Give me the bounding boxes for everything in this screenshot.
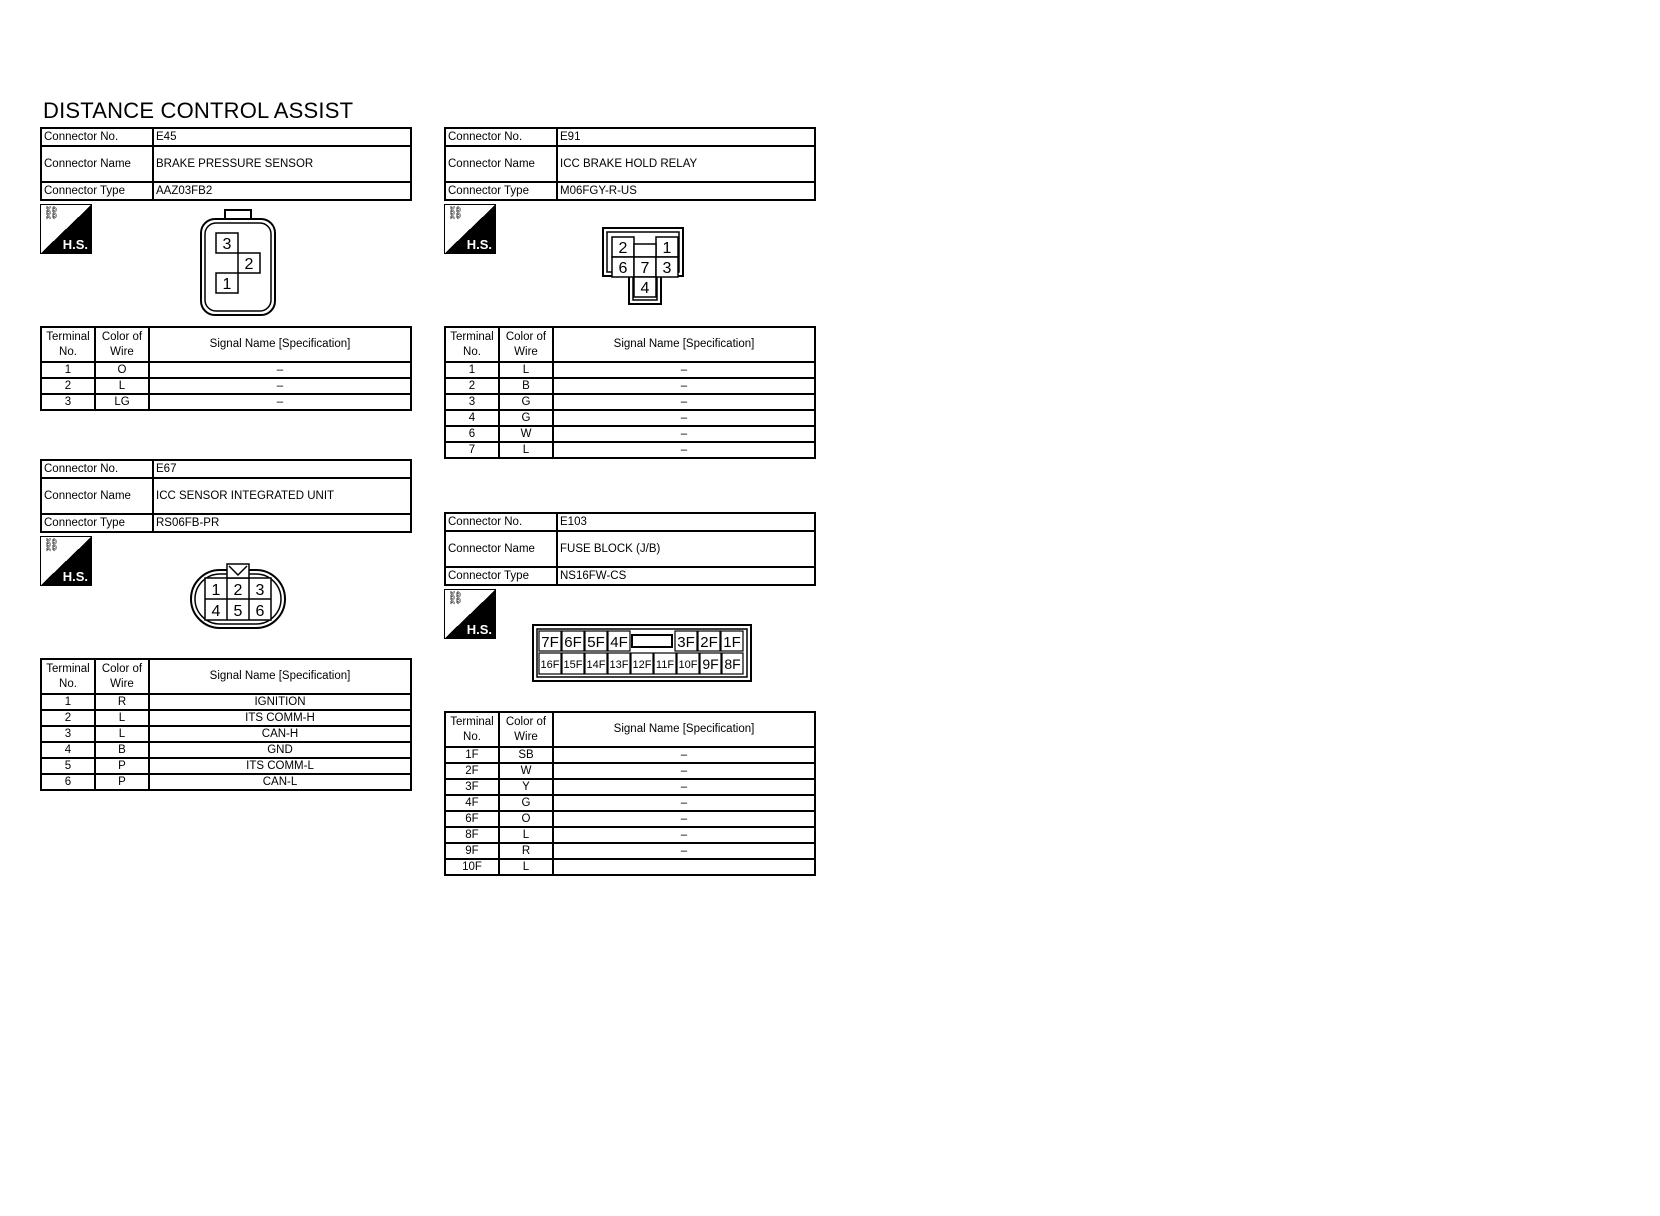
connector-name-value: ICC SENSOR INTEGRATED UNIT [153,478,411,514]
connector-no-value: E91 [557,128,815,146]
connector-name-label: Connector Name [41,478,153,514]
table-row [445,811,815,827]
hs-label: H.S. [62,237,88,252]
color-of-wire-header: Color of Wire [95,659,149,694]
connector-type-value: NS16FW-CS [557,567,815,585]
pin-label: 1 [222,276,232,293]
color-of-wire-header: Color of Wire [95,327,149,362]
pin-label: 3F [677,634,695,651]
hs-label: H.S. [62,569,88,584]
pin-label: 1 [211,582,221,599]
connector-info-table [40,459,412,533]
connector-no-value: E67 [153,460,411,478]
wire-color-cell: P [95,774,149,790]
harness-side-icon [444,589,496,639]
signal-cell: IGNITION [149,694,411,710]
connector-glyph-icon: ⛓ [43,205,60,220]
signal-cell: CAN-L [149,774,411,790]
pin-label: 4 [640,280,650,297]
terminal-cell: 3 [445,394,499,410]
signal-cell: – [553,843,815,859]
pin-label: 9F [702,656,719,672]
wire-color-cell: G [499,394,553,410]
terminal-cell: 1F [445,747,499,763]
pin-label: 2F [700,634,718,651]
table-row [445,442,815,458]
wire-color-cell: O [499,811,553,827]
table-row [445,362,815,378]
connector-diagram [40,533,412,658]
wire-color-cell: P [95,758,149,774]
signal-cell: – [553,426,815,442]
pin-label: 11F [655,659,675,671]
signal-cell: – [553,362,815,378]
signal-cell: GND [149,742,411,758]
connector-name-value: ICC BRAKE HOLD RELAY [557,146,815,182]
connector-e45 [40,127,412,411]
pin-label: 10F [678,659,698,671]
terminal-cell: 2F [445,763,499,779]
wire-color-cell: L [499,442,553,458]
connector-info-table [40,127,412,201]
signal-cell: ITS COMM-L [149,758,411,774]
hs-label: H.S. [466,237,492,252]
table-row [445,763,815,779]
connector-face-e67 [185,560,295,640]
table-row [41,394,411,410]
terminal-cell: 2 [41,710,95,726]
wire-color-cell: LG [95,394,149,410]
table-row [41,726,411,742]
signal-cell: – [553,779,815,795]
terminal-no-header: Terminal No. [41,327,95,362]
signal-name-header: Signal Name [Specification] [149,327,411,362]
signal-cell [553,859,815,875]
signal-cell: – [553,811,815,827]
table-row [445,795,815,811]
connector-name-label: Connector Name [41,146,153,182]
connector-name-label: Connector Name [445,531,557,567]
terminal-cell: 6 [445,426,499,442]
connector-face-e45 [195,208,285,320]
table-row [41,362,411,378]
terminal-cell: 8F [445,827,499,843]
terminal-cell: 1 [41,362,95,378]
connector-e103 [444,512,816,876]
terminal-cell: 2 [445,378,499,394]
connector-diagram [444,201,816,326]
pin-label: 13F [609,659,629,671]
terminal-cell: 4 [445,410,499,426]
signal-cell: – [553,747,815,763]
table-row [41,378,411,394]
connector-name-value: FUSE BLOCK (J/B) [557,531,815,567]
connector-face-e91 [599,224,691,310]
pin-label: 6 [255,603,265,620]
pin-label: 5F [587,634,605,651]
connector-type-label: Connector Type [445,182,557,200]
terminal-cell: 6 [41,774,95,790]
connector-info-table [444,127,816,201]
signal-cell: CAN-H [149,726,411,742]
pin-label: 1F [723,634,741,651]
pin-label: 5 [233,603,243,620]
signal-name-header: Signal Name [Specification] [553,712,815,747]
wire-color-cell: L [499,827,553,843]
terminal-cell: 5 [41,758,95,774]
wire-color-cell: G [499,795,553,811]
connector-e91 [444,127,816,459]
terminal-cell: 7 [445,442,499,458]
connector-face-e103 [531,623,755,685]
pin-label: 3 [662,260,672,277]
wire-color-cell: R [95,694,149,710]
signal-cell: – [553,827,815,843]
pin-label: 7 [640,260,650,277]
connector-type-value: AAZ03FB2 [153,182,411,200]
table-row [445,394,815,410]
connector-diagram [444,586,816,711]
terminal-cell: 2 [41,378,95,394]
harness-side-icon [444,204,496,254]
wire-color-cell: B [95,742,149,758]
connector-diagram [40,201,412,326]
hs-label: H.S. [466,622,492,637]
table-row [445,827,815,843]
wire-color-cell: SB [499,747,553,763]
terminal-table [40,658,412,791]
connector-info-table [444,512,816,586]
terminal-no-header: Terminal No. [445,327,499,362]
table-row [445,859,815,875]
pin-label: 6F [564,634,582,651]
table-row [445,779,815,795]
terminal-cell: 3 [41,726,95,742]
pin-label: 7F [541,634,559,651]
wire-color-cell: L [95,710,149,726]
terminal-cell: 4F [445,795,499,811]
terminal-cell: 9F [445,843,499,859]
pin-label: 2 [233,582,243,599]
table-row [445,410,815,426]
connector-type-value: RS06FB-PR [153,514,411,532]
color-of-wire-header: Color of Wire [499,327,553,362]
table-row [445,747,815,763]
signal-cell: – [553,763,815,779]
wire-color-cell: O [95,362,149,378]
pin-label: 12F [632,659,652,671]
connector-glyph-icon: ⛓ [447,590,464,605]
table-row [41,710,411,726]
terminal-cell: 3 [41,394,95,410]
wire-color-cell: L [95,726,149,742]
signal-cell: – [553,442,815,458]
table-row [445,426,815,442]
connector-type-label: Connector Type [41,514,153,532]
connector-glyph-icon: ⛓ [43,537,60,552]
color-of-wire-header: Color of Wire [499,712,553,747]
table-row [41,694,411,710]
connector-no-label: Connector No. [445,128,557,146]
terminal-cell: 1 [41,694,95,710]
signal-cell: – [149,394,411,410]
table-row [41,774,411,790]
signal-cell: – [553,378,815,394]
connector-name-value: BRAKE PRESSURE SENSOR [153,146,411,182]
wire-color-cell: L [95,378,149,394]
pin-label: 3 [255,582,265,599]
connector-type-label: Connector Type [445,567,557,585]
page-title: DISTANCE CONTROL ASSIST [43,98,354,123]
terminal-cell: 1 [445,362,499,378]
connector-no-label: Connector No. [445,513,557,531]
wire-color-cell: W [499,426,553,442]
table-row [445,378,815,394]
table-row [41,742,411,758]
connector-name-label: Connector Name [445,146,557,182]
terminal-cell: 3F [445,779,499,795]
signal-cell: – [553,795,815,811]
terminal-no-header: Terminal No. [41,659,95,694]
terminal-table [444,326,816,459]
pin-label: 6 [618,260,628,277]
pin-label: 4 [211,603,221,620]
signal-cell: – [149,378,411,394]
wire-color-cell: G [499,410,553,426]
pin-label: 16F [540,659,560,671]
pin-label: 14F [586,659,606,671]
harness-side-icon [40,204,92,254]
terminal-cell: 10F [445,859,499,875]
pin-label: 15F [563,659,583,671]
wire-color-cell: B [499,378,553,394]
wire-color-cell: W [499,763,553,779]
pin-label: 1 [662,240,672,257]
connector-no-value: E45 [153,128,411,146]
terminal-table [444,711,816,876]
pin-label: 2 [618,240,628,257]
connector-e67 [40,459,412,791]
terminal-no-header: Terminal No. [445,712,499,747]
signal-name-header: Signal Name [Specification] [553,327,815,362]
wire-color-cell: Y [499,779,553,795]
pin-label: 4F [610,634,628,651]
table-row [445,843,815,859]
table-row [41,758,411,774]
terminal-cell: 4 [41,742,95,758]
wire-color-cell: L [499,859,553,875]
connector-no-label: Connector No. [41,128,153,146]
pin-label: 8F [724,656,741,672]
terminal-table [40,326,412,411]
signal-cell: – [553,410,815,426]
connector-no-label: Connector No. [41,460,153,478]
terminal-cell: 6F [445,811,499,827]
wire-color-cell: R [499,843,553,859]
connector-type-label: Connector Type [41,182,153,200]
pin-label: 2 [244,256,254,273]
harness-side-icon [40,536,92,586]
signal-cell: – [149,362,411,378]
connector-type-value: M06FGY-R-US [557,182,815,200]
signal-cell: – [553,394,815,410]
wire-color-cell: L [499,362,553,378]
pin-label: 3 [222,236,232,253]
signal-name-header: Signal Name [Specification] [149,659,411,694]
signal-cell: ITS COMM-H [149,710,411,726]
connector-no-value: E103 [557,513,815,531]
connector-glyph-icon: ⛓ [447,205,464,220]
